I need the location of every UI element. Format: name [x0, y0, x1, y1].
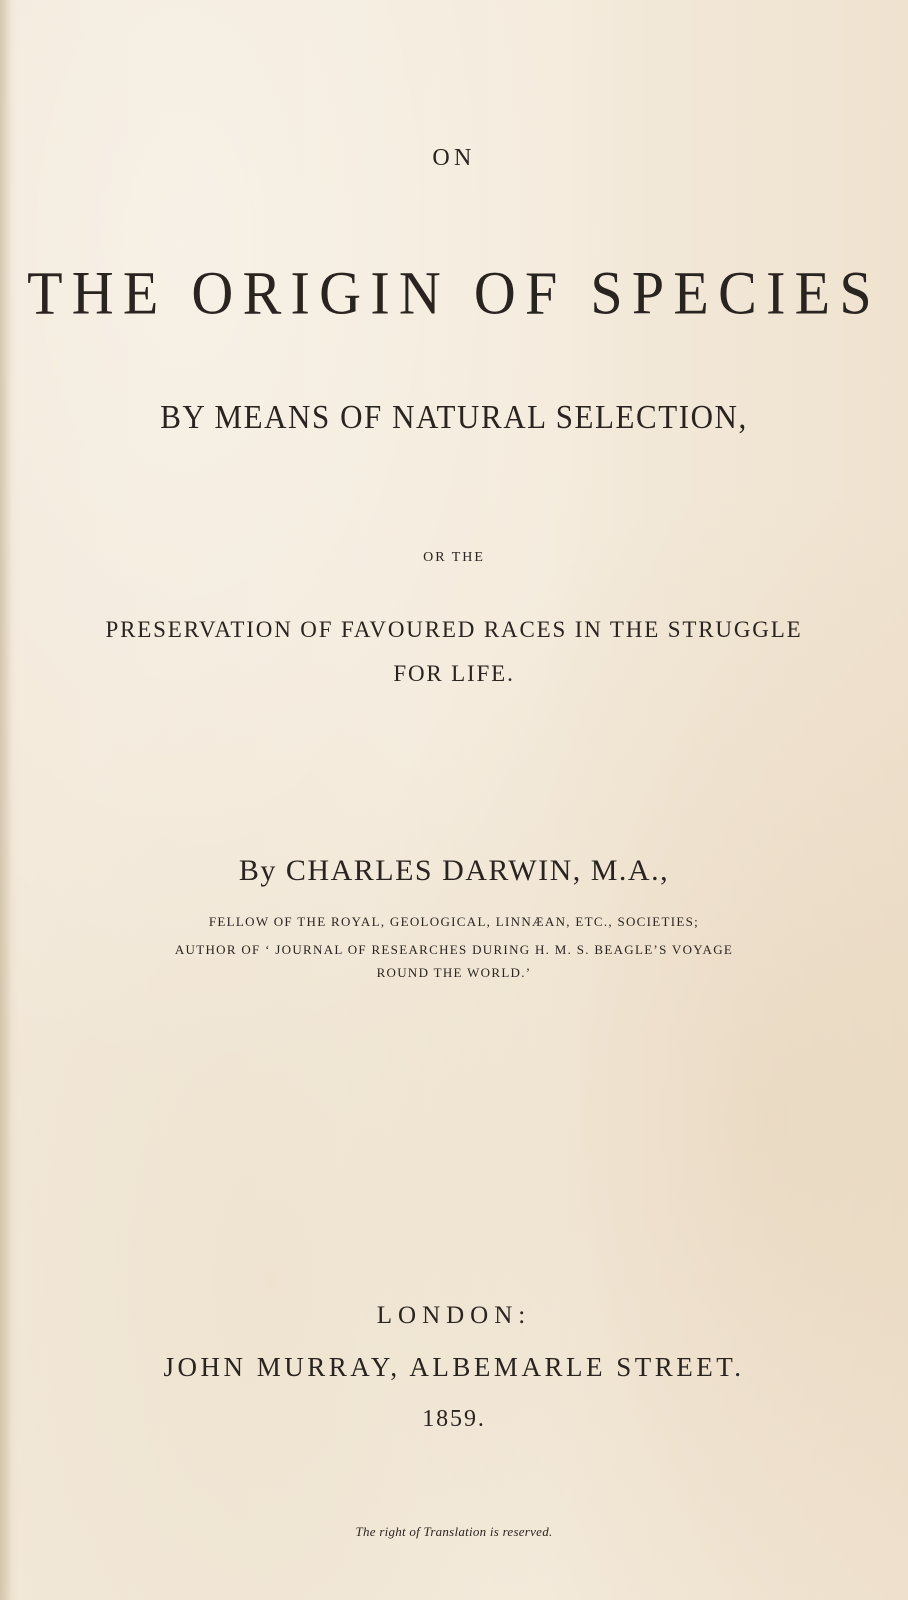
preservation-line: PRESERVATION OF FAVOURED RACES IN THE STRUGGLE [105, 617, 803, 642]
publisher-line: JOHN MURRAY, ALBEMARLE STREET. [163, 1352, 745, 1382]
or-the: OR THE [423, 550, 485, 565]
fellow-line: FELLOW OF THE ROYAL, GEOLOGICAL, LINNÆAN, ETC., SOCIETIES; [208, 914, 700, 929]
title-on: ON [432, 145, 476, 171]
publication-city: LONDON: [376, 1302, 532, 1329]
rights-notice: The right of Translation is reserved. [355, 1524, 553, 1539]
book-title: THE ORIGIN OF SPECIES [27, 259, 881, 328]
journal-line-1: AUTHOR OF ‘ JOURNAL OF RESEARCHES DURING H. M. S. BEAGLE’S VOYAGE [174, 942, 734, 957]
journal-line-2: ROUND THE WORLD.’ [376, 965, 532, 980]
publication-year: 1859. [422, 1406, 486, 1432]
author-line: By CHARLES DARWIN, M.A., [238, 854, 670, 887]
book-subtitle: BY MEANS OF NATURAL SELECTION, [160, 398, 748, 436]
for-life-line: FOR LIFE. [393, 661, 515, 686]
